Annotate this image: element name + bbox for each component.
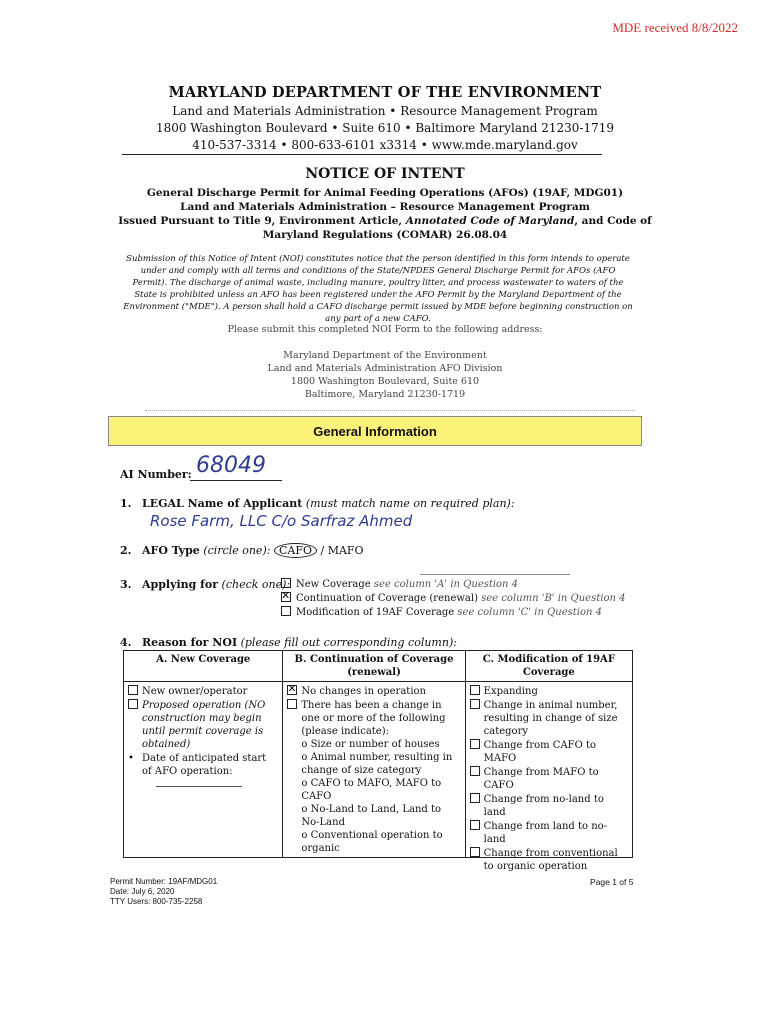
address-line-3: 1800 Washington Boulevard, Suite 610 — [290, 376, 480, 387]
checkbox-continuation-checked[interactable] — [281, 592, 291, 602]
footer-permit-number: Permit Number: 19AF/MDG01 — [110, 877, 218, 886]
ai-number-label: AI Number: — [120, 468, 192, 481]
col-c-item-2[interactable]: Change in animal number, resulting in change of size category — [470, 699, 628, 738]
address-line-4: Baltimore, Maryland 21230-1719 — [304, 389, 466, 400]
section-title: General Information — [313, 423, 437, 439]
col-b-sub-3[interactable]: o CAFO to MAFO, MAFO to CAFO — [301, 778, 442, 802]
address-line-2: Land and Materials Administration AFO Division — [267, 363, 503, 374]
section-banner — [108, 416, 642, 446]
footer-tty: TTY Users: 800-735-2258 — [110, 897, 203, 906]
intro-paragraph: Submission of this Notice of Intent (NOI) constitutes notice that the person identified in this form intends to operate under and comply with all terms and conditions of the State/NPDES General Discharge Permit for AFOs (AFO Permit). The discharge of animal waste, including manure, poultry litter, and process wastewater to waters of the State is prohibited unless an AFO has been registered under the AFO Permit by the Maryland Department of the Environment ("MDE"). A person shall hold a CAFO discharge permit issued by MDE before beginning construction on any part of a new CAFO. — [123, 254, 633, 324]
page-number: Page 1 of 5 — [590, 877, 634, 887]
address-line-1: Maryland Department of the Environment — [283, 350, 487, 361]
afo-type-cafo-option[interactable]: CAFO — [274, 543, 317, 558]
col-a-item-3[interactable]: • Date of anticipated start of AFO operation: — [128, 753, 267, 777]
col-c-item-5[interactable]: Change from no-land to land — [470, 793, 628, 819]
applicant-name-value[interactable]: Rose Farm, LLC C/o Sarfraz Ahmed — [150, 512, 413, 530]
column-b-header: B. Continuation of Coverage (renewal) — [283, 651, 464, 682]
col-b-sub-1[interactable]: o Size or number of houses — [301, 739, 440, 750]
col-c-item-7[interactable]: Change from conventional to organic operation — [470, 847, 628, 873]
afo-type-mafo-option[interactable]: MAFO — [327, 544, 364, 557]
option-modification[interactable]: Modification of 19AF Coverage see column 'C' in Question 4 — [281, 606, 602, 618]
header-divider — [122, 154, 602, 155]
col-b-item-1[interactable]: ✕ No changes in operation — [287, 685, 460, 698]
notice-subtitle-3: Issued Pursuant to Title 9, Environment Article, Annotated Code of Maryland, and Code of — [118, 215, 652, 227]
received-stamp: MDE received 8/8/2022 — [612, 20, 738, 35]
q4-label: 4. Reason for NOI (please fill out corresponding column): — [120, 636, 457, 649]
column-b — [283, 651, 465, 857]
col-b-sub-5[interactable]: o Conventional operation to organic — [301, 830, 443, 854]
col-c-item-6[interactable]: Change from land to no-land — [470, 820, 628, 846]
col-c-item-1[interactable]: Expanding — [470, 685, 628, 698]
agency-name: MARYLAND DEPARTMENT OF THE ENVIRONMENT — [168, 84, 602, 101]
column-c-header: C. Modification of 19AF Coverage — [466, 651, 632, 682]
ai-number-underline — [190, 480, 282, 481]
submit-instruction: Please submit this completed NOI Form to the following address: — [227, 324, 543, 335]
header-line-2: 1800 Washington Boulevard • Suite 610 • Baltimore Maryland 21230-1719 — [155, 121, 615, 135]
column-a-header: A. New Coverage — [124, 651, 282, 682]
col-b-sub-2[interactable]: o Animal number, resulting in change of size category — [301, 752, 453, 776]
checkbox-new-coverage[interactable] — [281, 578, 291, 588]
col-b-item-2[interactable]: There has been a change in one or more of the following (please indicate): — [287, 699, 460, 738]
q3-label: 3. Applying for (check one): — [120, 578, 291, 591]
col-b-sub-4[interactable]: o No-Land to Land, Land to No-Land — [301, 804, 442, 828]
col-a-item-1[interactable]: New owner/operator — [128, 685, 278, 698]
reason-table — [123, 650, 633, 872]
option-continuation[interactable]: ✕Continuation of Coverage (renewal) see column 'B' in Question 4 — [281, 592, 625, 604]
col-a-item-2[interactable]: Proposed operation (NO construction may begin until permit coverage is obtained) — [128, 699, 278, 751]
column-a — [124, 651, 283, 857]
col-c-item-3[interactable]: Change from CAFO to MAFO — [470, 739, 628, 765]
notice-title: NOTICE OF INTENT — [305, 166, 465, 182]
q1-label-row: 1. LEGAL Name of Applicant (must match name on required plan): — [120, 497, 515, 510]
notice-subtitle-4: Maryland Regulations (COMAR) 26.08.04 — [262, 229, 508, 241]
header-line-3: 410-537-3314 • 800-633-6101 x3314 • www.mde.maryland.gov — [192, 138, 578, 152]
anticipated-date-line[interactable] — [156, 786, 242, 787]
option-new-coverage[interactable]: New Coverage see column 'A' in Question 4 — [281, 578, 518, 590]
notice-subtitle-2: Land and Materials Administration – Resource Management Program — [180, 201, 590, 213]
ai-number-value[interactable]: 68049 — [196, 453, 266, 478]
column-c — [466, 651, 632, 872]
col-c-item-4[interactable]: Change from MAFO to CAFO — [470, 766, 628, 792]
header-line-1: Land and Materials Administration • Resource Management Program — [172, 104, 598, 118]
q3-rule — [420, 574, 570, 575]
q2-row: 2. AFO Type (circle one): CAFO / MAFO — [120, 544, 364, 557]
footer-date: Date: July 6, 2020 — [110, 887, 175, 896]
dotted-divider — [145, 410, 635, 411]
checkbox-modification[interactable] — [281, 606, 291, 616]
notice-subtitle-1: General Discharge Permit for Animal Feeding Operations (AFOs) (19AF, MDG01) — [146, 187, 624, 199]
